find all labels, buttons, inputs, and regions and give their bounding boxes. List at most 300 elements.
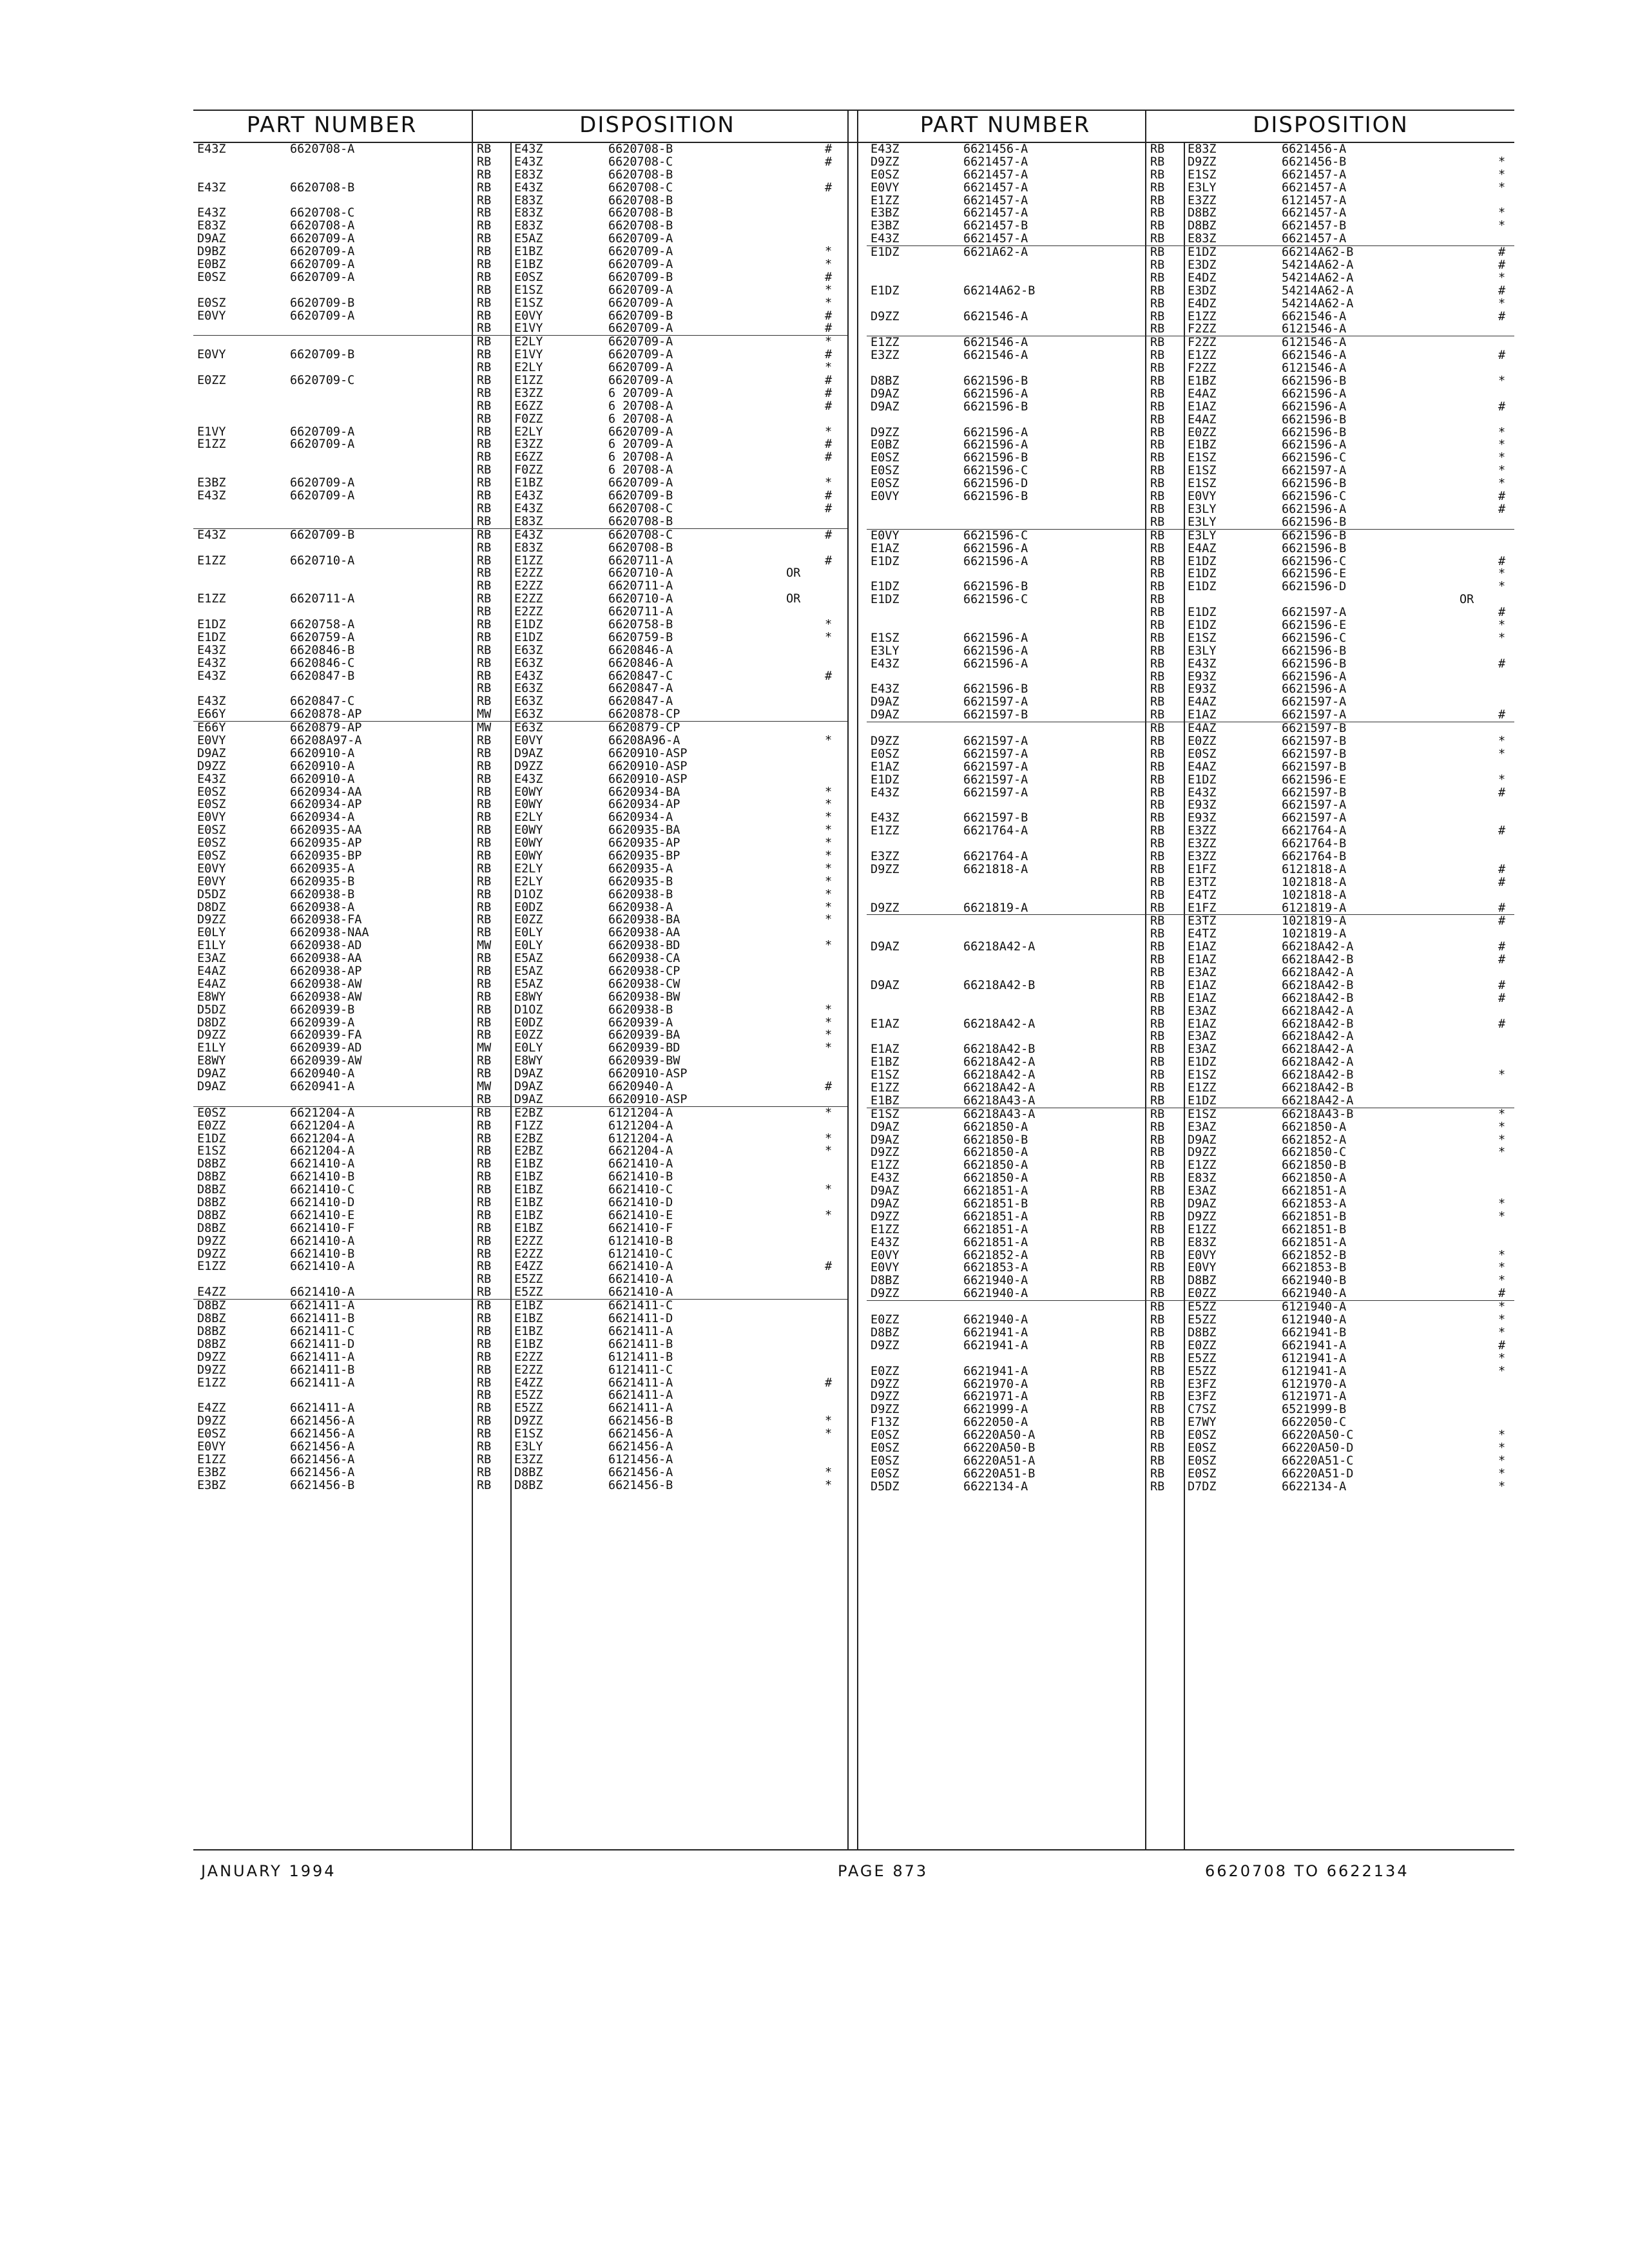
part-prefix: E3BZ xyxy=(197,1465,226,1479)
replacement-number: 6621597-B xyxy=(1282,722,1347,736)
table-row xyxy=(867,928,1514,941)
marker: * xyxy=(825,1028,833,1043)
part-number: 6620938-AW xyxy=(290,990,362,1004)
disposition-code: RB xyxy=(1150,528,1165,543)
replacement-number: 6121970-A xyxy=(1282,1377,1347,1391)
or-note: OR xyxy=(786,592,801,606)
marker: * xyxy=(1498,567,1506,581)
part-prefix: E1AZ xyxy=(871,1017,900,1031)
part-prefix: E1AZ xyxy=(871,760,900,774)
table-row xyxy=(193,1158,847,1171)
replacement-number: 6620708-B xyxy=(608,541,673,555)
replacement-number: 6621596-C xyxy=(1282,631,1347,645)
part-prefix: D8BZ xyxy=(197,1324,226,1338)
replacement-number: 6620708-B xyxy=(608,206,673,220)
replacement-number: 6620938-BW xyxy=(608,990,680,1004)
disposition-code: RB xyxy=(477,1312,492,1326)
part-number: 6621597-A xyxy=(963,760,1028,774)
part-number: 6620935-A xyxy=(290,861,355,876)
part-number: 6621204-A xyxy=(290,1119,355,1133)
table-row xyxy=(867,414,1514,427)
replacement-number: 6620910-ASP xyxy=(608,772,688,786)
replacement-prefix: E43Z xyxy=(1188,785,1217,800)
table-row xyxy=(193,1235,847,1248)
part-prefix: D8BZ xyxy=(197,1196,226,1210)
marker: * xyxy=(1498,219,1506,233)
marker: # xyxy=(1498,824,1506,838)
part-prefix: E83Z xyxy=(197,219,226,233)
table-row xyxy=(193,593,847,606)
replacement-prefix: E43Z xyxy=(514,501,543,515)
replacement-prefix: E3LY xyxy=(1188,180,1217,195)
replacement-number: 6621597-A xyxy=(1282,798,1347,812)
part-prefix: D9AZ xyxy=(871,1197,900,1211)
replacement-number: 6621596-B xyxy=(1282,412,1347,427)
disposition-code: RB xyxy=(477,1092,492,1106)
marker: * xyxy=(825,823,833,838)
disposition-code: RB xyxy=(477,656,492,670)
disposition-code: RB xyxy=(477,180,492,195)
part-prefix: E0SZ xyxy=(197,823,226,838)
table-row xyxy=(193,580,847,593)
table-row xyxy=(193,657,847,670)
replacement-number: 66220A50-D xyxy=(1282,1441,1354,1455)
part-number: 6620709-A xyxy=(290,309,355,323)
part-number: 6621970-A xyxy=(963,1377,1028,1391)
marker: # xyxy=(825,437,833,452)
part-prefix: D9ZZ xyxy=(871,1338,900,1352)
replacement-number: 6621597-A xyxy=(1282,464,1347,478)
part-prefix: E43Z xyxy=(871,142,900,156)
right-part-number-header: PART NUMBER xyxy=(920,112,1091,138)
replacement-prefix: D9AZ xyxy=(1188,1133,1217,1147)
part-prefix: E66Y xyxy=(197,707,226,722)
table-row xyxy=(867,311,1514,323)
replacement-prefix: E5AZ xyxy=(514,965,543,978)
table-row xyxy=(193,1286,847,1300)
table-row xyxy=(193,374,847,387)
part-prefix: E43Z xyxy=(197,669,226,683)
replacement-prefix: E2ZZ xyxy=(514,579,543,593)
replacement-number: 54214A62-A xyxy=(1282,296,1354,311)
disposition-code: RB xyxy=(477,733,492,747)
table-row xyxy=(193,695,847,708)
disposition-code: RB xyxy=(477,965,492,978)
part-number: 6621596-A xyxy=(963,657,1028,671)
replacement-number: 66218A42-A xyxy=(1282,1004,1354,1018)
replacement-number: 54214A62-A xyxy=(1282,258,1354,273)
table-row xyxy=(193,451,847,464)
replacement-prefix: E1AZ xyxy=(1188,1017,1217,1031)
replacement-prefix: E4AZ xyxy=(1188,695,1217,709)
table-row xyxy=(193,284,847,297)
part-prefix: E43Z xyxy=(197,695,226,709)
part-prefix: E0SZ xyxy=(871,747,900,761)
replacement-prefix: E0DZ xyxy=(514,900,543,914)
disposition-code: RB xyxy=(1150,606,1165,620)
replacement-prefix: E43Z xyxy=(514,180,543,195)
part-prefix: D8BZ xyxy=(197,1337,226,1351)
marker: * xyxy=(1498,206,1506,220)
disposition-code: RB xyxy=(1150,1043,1165,1057)
part-number: 66218A43-A xyxy=(963,1107,1036,1121)
part-prefix: D8BZ xyxy=(871,1325,900,1340)
part-number: 6620938-AP xyxy=(290,965,362,978)
table-row xyxy=(193,1351,847,1364)
part-number: 6620935-AA xyxy=(290,823,362,838)
replacement-number: 54214A62-A xyxy=(1282,284,1354,298)
table-row xyxy=(867,787,1514,800)
disposition-code: MW xyxy=(477,721,492,735)
part-prefix: D5DZ xyxy=(197,1003,226,1017)
disposition-code: RB xyxy=(1150,580,1165,594)
replacement-prefix: E1AZ xyxy=(1188,940,1217,954)
replacement-number: 6621941-B xyxy=(1282,1325,1347,1340)
table-row xyxy=(867,427,1514,439)
table-row xyxy=(867,220,1514,233)
table-row xyxy=(193,567,847,580)
replacement-number: 6620709-A xyxy=(608,283,673,297)
replacement-number: 6621596-E xyxy=(1282,567,1347,581)
replacement-number: 6621456-A xyxy=(608,1465,673,1479)
part-number: 6621411-B xyxy=(290,1312,355,1326)
replacement-number: 6621410-A xyxy=(608,1285,673,1300)
part-prefix: E0VY xyxy=(197,811,226,825)
center-divider-b xyxy=(857,110,858,1849)
replacement-number: 6620708-C xyxy=(608,155,673,169)
replacement-number: 6621410-A xyxy=(608,1157,673,1171)
replacement-prefix: E83Z xyxy=(514,206,543,220)
disposition-code: RB xyxy=(1150,1120,1165,1134)
replacement-number: 6121457-A xyxy=(1282,193,1347,207)
replacement-prefix: E1SZ xyxy=(514,283,543,297)
part-prefix: D8BZ xyxy=(197,1312,226,1326)
table-row xyxy=(193,245,847,258)
part-prefix: E1LY xyxy=(197,939,226,953)
table-row xyxy=(193,1055,847,1068)
disposition-code: RB xyxy=(477,1144,492,1158)
marker: * xyxy=(1498,464,1506,478)
disposition-code: RB xyxy=(477,374,492,388)
marker: # xyxy=(1498,258,1506,273)
disposition-code: RB xyxy=(1150,142,1165,156)
disposition-code: RB xyxy=(477,412,492,426)
replacement-number: 6621456-A xyxy=(1282,142,1347,156)
part-prefix: E0ZZ xyxy=(871,1364,900,1378)
table-row xyxy=(867,156,1514,169)
part-number: 6620938-FA xyxy=(290,913,362,927)
table-row xyxy=(193,1107,847,1120)
table-row xyxy=(193,413,847,426)
table-row xyxy=(193,1093,847,1107)
replacement-number: 6621596-A xyxy=(1282,502,1347,516)
replacement-prefix: E3AZ xyxy=(1188,1004,1217,1018)
table-row xyxy=(867,233,1514,246)
replacement-number: 6620939-BW xyxy=(608,1054,680,1068)
disposition-code: RB xyxy=(477,1465,492,1479)
part-prefix: E1DZ xyxy=(871,773,900,787)
replacement-prefix: E2BZ xyxy=(514,1106,543,1120)
marker: * xyxy=(1498,155,1506,169)
marker: * xyxy=(825,836,833,850)
part-prefix: D9ZZ xyxy=(871,1403,900,1417)
part-number: 6621851-A xyxy=(963,1222,1028,1236)
part-number: 6620934-A xyxy=(290,811,355,825)
replacement-number: 6621596-E xyxy=(1282,618,1347,632)
part-number: 6621850-A xyxy=(963,1171,1028,1186)
disposition-code: RB xyxy=(1150,798,1165,812)
replacement-prefix: E2BZ xyxy=(514,1131,543,1146)
disposition-code: RB xyxy=(477,849,492,863)
table-row xyxy=(867,1378,1514,1391)
part-number: 6621596-C xyxy=(963,528,1028,543)
table-row xyxy=(867,1030,1514,1043)
part-number: 6620935-BP xyxy=(290,849,362,863)
replacement-prefix: E43Z xyxy=(514,489,543,503)
part-number: 6621456-A xyxy=(963,142,1028,156)
disposition-code: RB xyxy=(1150,1338,1165,1352)
disposition-code: RB xyxy=(477,1427,492,1441)
part-number: 6621941-A xyxy=(963,1338,1028,1352)
part-prefix: E1VY xyxy=(197,425,226,439)
replacement-number: 66218A42-A xyxy=(1282,1030,1354,1044)
table-row xyxy=(867,1314,1514,1327)
disposition-code: RB xyxy=(477,489,492,503)
replacement-prefix: E83Z xyxy=(1188,1235,1217,1249)
replacement-number: 66220A51-D xyxy=(1282,1466,1354,1481)
disposition-code: RB xyxy=(477,142,492,156)
replacement-number: 6621410-A xyxy=(608,1260,673,1274)
part-prefix: E0ZZ xyxy=(197,1119,226,1133)
table-row xyxy=(193,464,847,477)
table-row xyxy=(867,452,1514,465)
part-prefix: E43Z xyxy=(197,180,226,195)
part-number: 6620709-B xyxy=(290,296,355,310)
replacement-prefix: E1SZ xyxy=(1188,464,1217,478)
part-number: 6621456-A xyxy=(290,1465,355,1479)
part-prefix: F13Z xyxy=(871,1416,900,1430)
disposition-code: RB xyxy=(477,1015,492,1030)
disposition-code: RB xyxy=(477,643,492,657)
replacement-prefix: E4ZZ xyxy=(514,1376,543,1390)
part-prefix: E1SZ xyxy=(871,631,900,645)
replacement-number: 6621410-C xyxy=(608,1183,673,1197)
disposition-code: RB xyxy=(477,348,492,362)
replacement-prefix: D9ZZ xyxy=(514,759,543,773)
table-row xyxy=(193,1325,847,1338)
part-number: 6620708-A xyxy=(290,219,355,233)
replacement-number: 6620847-A xyxy=(608,682,673,696)
table-row xyxy=(867,1236,1514,1249)
replacement-prefix: E0ZZ xyxy=(1188,1287,1217,1301)
part-number: 6621597-B xyxy=(963,811,1028,825)
part-number: 6621411-C xyxy=(290,1324,355,1338)
replacement-prefix: E7WY xyxy=(1188,1416,1217,1430)
replacement-prefix: E1DZ xyxy=(1188,606,1217,620)
replacement-number: 6621597-B xyxy=(1282,785,1347,800)
disposition-code: RB xyxy=(1150,1068,1165,1082)
replacement-prefix: E4TZ xyxy=(1188,888,1217,902)
disposition-code: RB xyxy=(1150,657,1165,671)
table-row xyxy=(867,362,1514,375)
disposition-code: RB xyxy=(1150,336,1165,350)
disposition-code: RB xyxy=(477,296,492,310)
replacement-number: 6121941-A xyxy=(1282,1351,1347,1365)
replacement-prefix: E3FZ xyxy=(1188,1390,1217,1404)
replacement-prefix: E1SZ xyxy=(1188,1068,1217,1082)
table-row xyxy=(193,1133,847,1146)
table-row xyxy=(193,631,847,644)
replacement-prefix: D9AZ xyxy=(514,746,543,760)
marker: * xyxy=(825,913,833,927)
disposition-code: RB xyxy=(1150,258,1165,273)
replacement-prefix: D9ZZ xyxy=(1188,1209,1217,1224)
part-number: 6620708-A xyxy=(290,142,355,156)
replacement-prefix: E1ZZ xyxy=(1188,1158,1217,1173)
part-prefix: E1ZZ xyxy=(871,824,900,838)
part-number: 66218A42-A xyxy=(963,940,1036,954)
disposition-code: RB xyxy=(1150,296,1165,311)
part-prefix: D9ZZ xyxy=(871,155,900,169)
part-number: 6621456-A xyxy=(290,1452,355,1466)
part-prefix: D9AZ xyxy=(871,399,900,414)
marker: * xyxy=(1498,1146,1506,1160)
part-prefix: D8BZ xyxy=(197,1183,226,1197)
marker: # xyxy=(1498,284,1506,298)
part-number: 66220A51-A xyxy=(963,1454,1036,1468)
table-row xyxy=(193,708,847,722)
replacement-prefix: E1DZ xyxy=(1188,773,1217,787)
part-prefix: E0SZ xyxy=(197,296,226,310)
replacement-prefix: E3LY xyxy=(1188,515,1217,529)
part-number: 6621457-A xyxy=(963,155,1028,169)
disposition-code: RB xyxy=(1150,477,1165,491)
replacement-number: 6621596-B xyxy=(1282,477,1347,491)
disposition-code: RB xyxy=(477,926,492,940)
part-number: 6620935-B xyxy=(290,874,355,889)
table-row xyxy=(867,581,1514,593)
marker: * xyxy=(825,1131,833,1146)
part-number: 6620939-B xyxy=(290,1003,355,1017)
part-prefix: D9ZZ xyxy=(197,1414,226,1428)
part-number: 6621410-A xyxy=(290,1260,355,1274)
replacement-number: 6121941-A xyxy=(1282,1364,1347,1378)
replacement-prefix: E1ZZ xyxy=(1188,349,1217,363)
replacement-prefix: E5ZZ xyxy=(1188,1300,1217,1314)
replacement-number: 6620708-C xyxy=(608,528,673,542)
marker: # xyxy=(825,528,833,542)
disposition-code: RB xyxy=(1150,168,1165,182)
disposition-code: RB xyxy=(1150,1133,1165,1147)
replacement-number: 6620711-A xyxy=(608,553,673,568)
replacement-number: 6620847-A xyxy=(608,695,673,709)
replacement-prefix: E3TZ xyxy=(1188,875,1217,889)
replacement-number: 6621411-B xyxy=(608,1337,673,1351)
part-number: 66218A42-A xyxy=(963,1068,1036,1082)
marker: # xyxy=(825,489,833,503)
part-number: 6621941-A xyxy=(963,1364,1028,1378)
table-row xyxy=(193,1222,847,1235)
replacement-prefix: E2LY xyxy=(514,425,543,439)
replacement-number: 66208A96-A xyxy=(608,733,680,747)
replacement-number: 6620709-B xyxy=(608,489,673,503)
table-row xyxy=(867,619,1514,632)
table-row xyxy=(193,939,847,952)
replacement-prefix: E2LY xyxy=(514,811,543,825)
table-row xyxy=(867,722,1514,735)
marker: * xyxy=(825,1106,833,1120)
part-prefix: E0ZZ xyxy=(197,374,226,388)
replacement-number: 66218A42-B xyxy=(1282,1068,1354,1082)
replacement-prefix: E83Z xyxy=(514,168,543,182)
marker: * xyxy=(1498,438,1506,452)
part-number: 6620846-B xyxy=(290,643,355,657)
replacement-number: 6121940-A xyxy=(1282,1300,1347,1314)
table-row xyxy=(867,503,1514,516)
replacement-prefix: E3ZZ xyxy=(514,1452,543,1466)
marker: * xyxy=(825,811,833,825)
replacement-number: 6621411-A xyxy=(608,1401,673,1416)
replacement-prefix: E1BZ xyxy=(1188,438,1217,452)
part-number: 6621596-A xyxy=(963,438,1028,452)
replacement-prefix: E0DZ xyxy=(514,1015,543,1030)
replacement-number: 6620878-CP xyxy=(608,707,680,722)
table-row xyxy=(867,1082,1514,1095)
replacement-number: 6621411-D xyxy=(608,1312,673,1326)
disposition-code: RB xyxy=(477,682,492,696)
replacement-prefix: E8WY xyxy=(514,990,543,1004)
part-number: 6620711-A xyxy=(290,592,355,606)
part-number: 6621971-A xyxy=(963,1390,1028,1404)
table-row xyxy=(193,863,847,876)
table-row xyxy=(193,927,847,939)
part-prefix: D9AZ xyxy=(871,695,900,709)
disposition-code: RB xyxy=(1150,875,1165,889)
disposition-code: RB xyxy=(1150,593,1165,607)
part-prefix: E1BZ xyxy=(871,1055,900,1070)
part-number: 6621411-A xyxy=(290,1350,355,1364)
disposition-code: RB xyxy=(477,785,492,799)
replacement-prefix: E3ZZ xyxy=(514,437,543,452)
disposition-code: RB xyxy=(477,425,492,439)
part-number: 6620910-A xyxy=(290,746,355,760)
replacement-prefix: E3ZZ xyxy=(1188,849,1217,863)
table-row xyxy=(193,1312,847,1325)
marker: * xyxy=(825,476,833,490)
replacement-prefix: E2ZZ xyxy=(514,1350,543,1364)
table-row xyxy=(193,542,847,555)
replacement-number: 6 20709-A xyxy=(608,437,673,452)
replacement-number: 6121546-A xyxy=(1282,336,1347,350)
table-row xyxy=(867,902,1514,916)
part-number: 6620709-A xyxy=(290,270,355,284)
part-prefix: E0SZ xyxy=(871,1441,900,1455)
replacement-prefix: E1SZ xyxy=(1188,168,1217,182)
left-part-number-header: PART NUMBER xyxy=(246,112,418,138)
marker: * xyxy=(825,1183,833,1197)
part-prefix: E1DZ xyxy=(871,284,900,298)
part-prefix: D5DZ xyxy=(197,887,226,901)
table-row xyxy=(193,837,847,850)
marker: * xyxy=(825,617,833,631)
replacement-prefix: E5ZZ xyxy=(1188,1351,1217,1365)
table-row xyxy=(193,1441,847,1454)
disposition-code: RB xyxy=(477,1221,492,1235)
replacement-number: 66220A50-C xyxy=(1282,1428,1354,1443)
part-prefix: E1ZZ xyxy=(871,1081,900,1095)
part-number: 6621456-A xyxy=(290,1414,355,1428)
table-row xyxy=(867,1056,1514,1069)
